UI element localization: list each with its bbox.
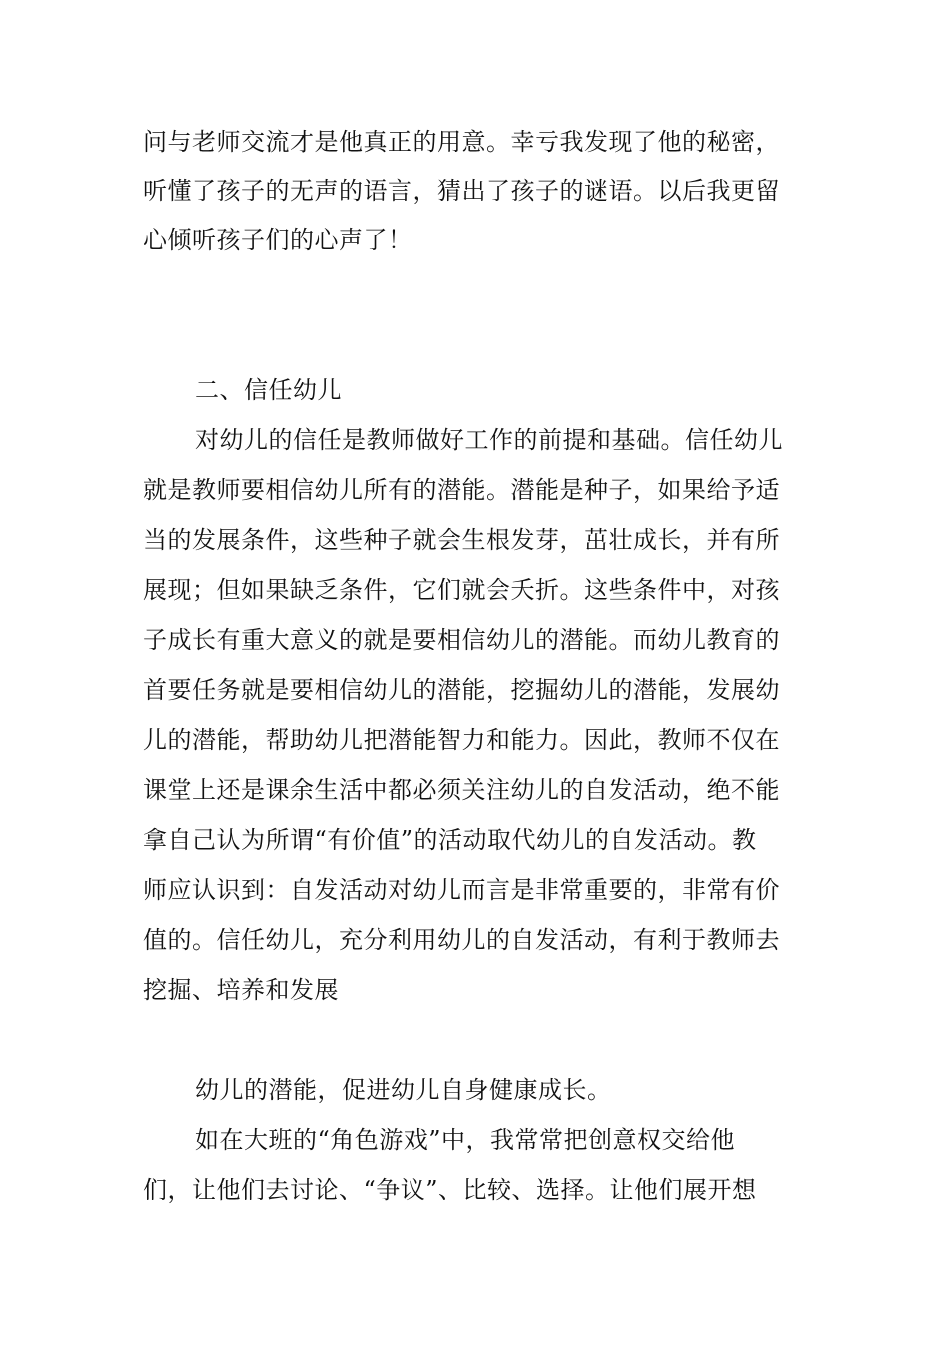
paragraph-line: 挖掘、培养和发展 — [143, 976, 339, 1004]
paragraph-line: 师应认识到：自发活动对幼儿而言是非常重要的，非常有价 — [143, 876, 780, 904]
section-heading: 二、信任幼儿 — [195, 376, 342, 404]
paragraph-line: 展现；但如果缺乏条件，它们就会夭折。这些条件中，对孩 — [143, 576, 780, 604]
paragraph-line: 听懂了孩子的无声的语言，猜出了孩子的谜语。以后我更留 — [143, 177, 780, 205]
paragraph-line: 们，让他们去讨论、“争议”、比较、选择。让他们展开想 — [143, 1176, 757, 1204]
paragraph-line: 儿的潜能，帮助幼儿把潜能智力和能力。因此，教师不仅在 — [143, 726, 780, 754]
paragraph-line: 就是教师要相信幼儿所有的潜能。潜能是种子，如果给予适 — [143, 476, 780, 504]
paragraph-line: 心倾听孩子们的心声了！ — [143, 226, 413, 254]
paragraph-line: 问与老师交流才是他真正的用意。幸亏我发现了他的秘密， — [143, 128, 780, 156]
paragraph-line: 对幼儿的信任是教师做好工作的前提和基础。信任幼儿 — [195, 426, 783, 454]
paragraph-line: 子成长有重大意义的就是要相信幼儿的潜能。而幼儿教育的 — [143, 626, 780, 654]
paragraph-line: 拿自己认为所谓“有价值”的活动取代幼儿的自发活动。教 — [143, 826, 757, 854]
paragraph-line: 首要任务就是要相信幼儿的潜能，挖掘幼儿的潜能，发展幼 — [143, 676, 780, 704]
paragraph-line: 值的。信任幼儿，充分利用幼儿的自发活动，有利于教师去 — [143, 926, 780, 954]
paragraph-line: 如在大班的“角色游戏”中，我常常把创意权交给他 — [195, 1126, 736, 1154]
paragraph-line: 幼儿的潜能，促进幼儿自身健康成长。 — [195, 1076, 612, 1104]
paragraph-line: 当的发展条件，这些种子就会生根发芽，茁壮成长，并有所 — [143, 526, 780, 554]
paragraph-line: 课堂上还是课余生活中都必须关注幼儿的自发活动，绝不能 — [143, 776, 780, 804]
